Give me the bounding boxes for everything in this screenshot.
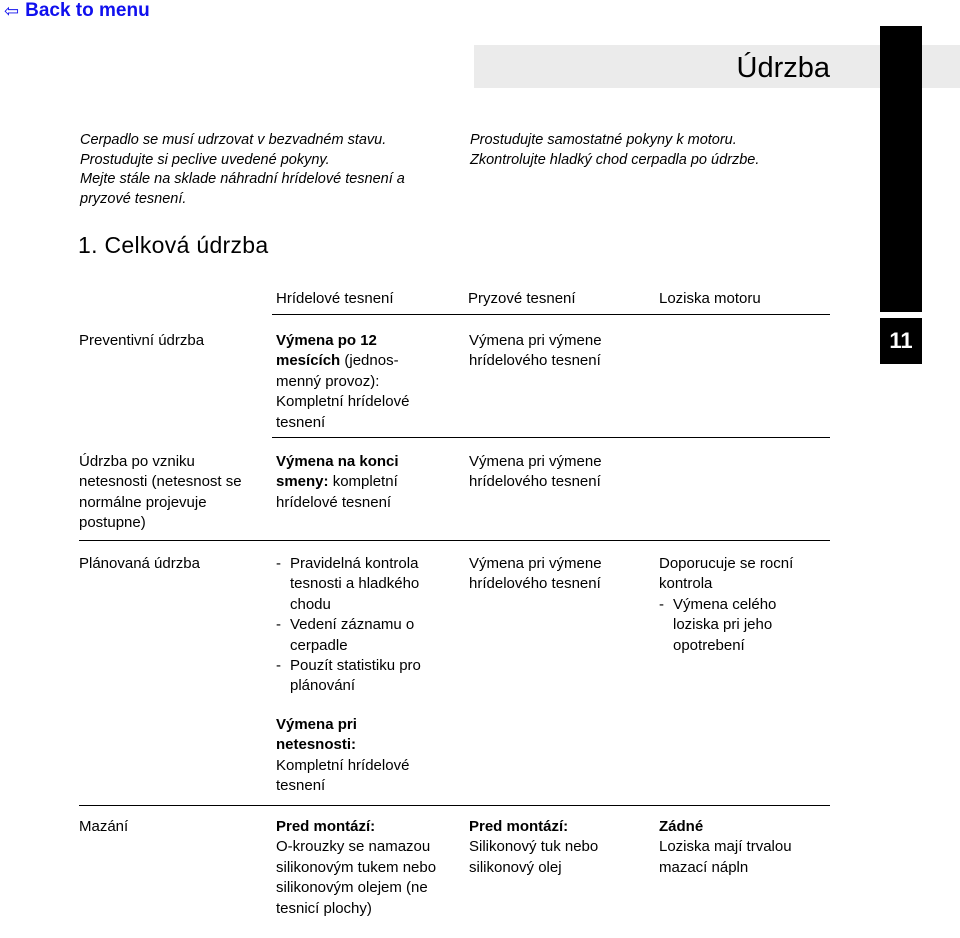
chapter-marker-strip bbox=[880, 26, 922, 312]
intro-left-line: pryzové tesnení. bbox=[80, 190, 187, 207]
column-header-rubber-seal: Pryzové tesnení bbox=[468, 290, 576, 307]
back-to-menu-label: Back to menu bbox=[25, 0, 150, 21]
column-header-shaft-seal: Hrídelové tesnení bbox=[276, 290, 394, 307]
cell-lubrication-shaft-bold: Pred montází: bbox=[276, 818, 376, 835]
cell-lubrication-rubber-bold: Pred montází: bbox=[469, 818, 569, 835]
list-item: - Vedení záznamu o cerpadle bbox=[276, 615, 451, 656]
row-label-preventive: Preventivní údrzba bbox=[79, 332, 205, 349]
cell-leak-shaft-bold: Výmena na konci smeny: bbox=[276, 453, 399, 491]
intro-left-line: Prostudujte si peclive uvedené pokyny. bbox=[80, 151, 330, 168]
cell-lubrication-rubber-text: Silikonový tuk nebo silikonový olej bbox=[469, 838, 599, 876]
cell-preventive-rubber: Výmena pri výmene hrídelového tesnení bbox=[469, 332, 602, 370]
intro-right-line: Zkontrolujte hladký chod cerpadla po údrzbe. bbox=[470, 151, 760, 168]
cell-lubrication-shaft-text: O-krouzky se namazou silikonovým tukem nebo silikonovým olejem (ne tesnicí plochy) bbox=[276, 838, 437, 917]
cell-planned-shaft bbox=[276, 554, 451, 697]
row-label-leak-maintenance: Údrzba po vzniku netesnosti (netesnost se normálne projevuje postupne) bbox=[79, 453, 242, 532]
cell-lubrication-rubber bbox=[469, 817, 629, 878]
cell-lubrication-bearings bbox=[659, 817, 824, 878]
cell-lubrication-bearings-text: Loziska mají trvalou mazací nápln bbox=[659, 838, 792, 876]
list-item: - Pouzít statistiku pro plánování bbox=[276, 656, 451, 697]
cell-lubrication-bearings-bold: Zádné bbox=[659, 818, 704, 835]
cell-planned-bearings-text: Doporucuje se rocní kontrola bbox=[659, 555, 794, 593]
cell-preventive-shaft-bold: Výmena po 12 mesících bbox=[276, 332, 377, 370]
intro-left-line: Cerpadlo se musí udrzovat v bezvadném stavu. bbox=[80, 132, 387, 148]
intro-left bbox=[80, 131, 440, 209]
chapter-number: 11 bbox=[880, 318, 922, 364]
cell-planned-rubber: Výmena pri výmene hrídelového tesnení bbox=[469, 555, 602, 593]
intro-right-line: Prostudujte samostatné pokyny k motoru. bbox=[470, 132, 737, 148]
row-rule bbox=[79, 540, 830, 541]
column-header-motor-bearings: Loziska motoru bbox=[659, 290, 761, 307]
cell-preventive-shaft-text: (jednos-menný provoz): Kompletní hrídelové tesnení bbox=[276, 352, 410, 431]
cell-leak-shaft-text: kompletní hrídelové tesnení bbox=[276, 473, 398, 511]
list-item: - Výmena celého loziska pri jeho opotrebení bbox=[659, 595, 824, 656]
page-title: Údrzba bbox=[736, 52, 830, 84]
cell-planned-shaft-extra-bold: Výmena pri netesnosti: bbox=[276, 716, 357, 754]
intro-right bbox=[470, 131, 870, 170]
cell-planned-shaft-extra bbox=[276, 715, 441, 797]
row-rule bbox=[79, 805, 830, 806]
row-rule bbox=[272, 437, 830, 438]
planned-shaft-list bbox=[276, 554, 451, 697]
section-title: 1. Celková údrzba bbox=[78, 232, 269, 258]
cell-leak-shaft bbox=[276, 452, 441, 513]
cell-lubrication-shaft bbox=[276, 817, 454, 919]
header-rule bbox=[272, 314, 830, 315]
cell-planned-shaft-extra-text: Kompletní hrídelové tesnení bbox=[276, 756, 410, 795]
back-to-menu-link[interactable] bbox=[4, 0, 150, 22]
cell-preventive-shaft bbox=[276, 331, 441, 433]
row-label-planned: Plánovaná údrzba bbox=[79, 555, 200, 572]
list-item: - Pravidelná kontrola tesnosti a hladkého chodu bbox=[276, 554, 451, 615]
cell-planned-bearings bbox=[659, 554, 824, 656]
cell-leak-rubber: Výmena pri výmene hrídelového tesnení bbox=[469, 453, 602, 491]
back-arrow-icon: ⇦ bbox=[4, 1, 20, 21]
planned-bearings-list bbox=[659, 595, 824, 656]
intro-left-line: Mejte stále na sklade náhradní hrídelové tesnení a bbox=[80, 171, 405, 187]
row-label-lubrication: Mazání bbox=[79, 818, 129, 835]
